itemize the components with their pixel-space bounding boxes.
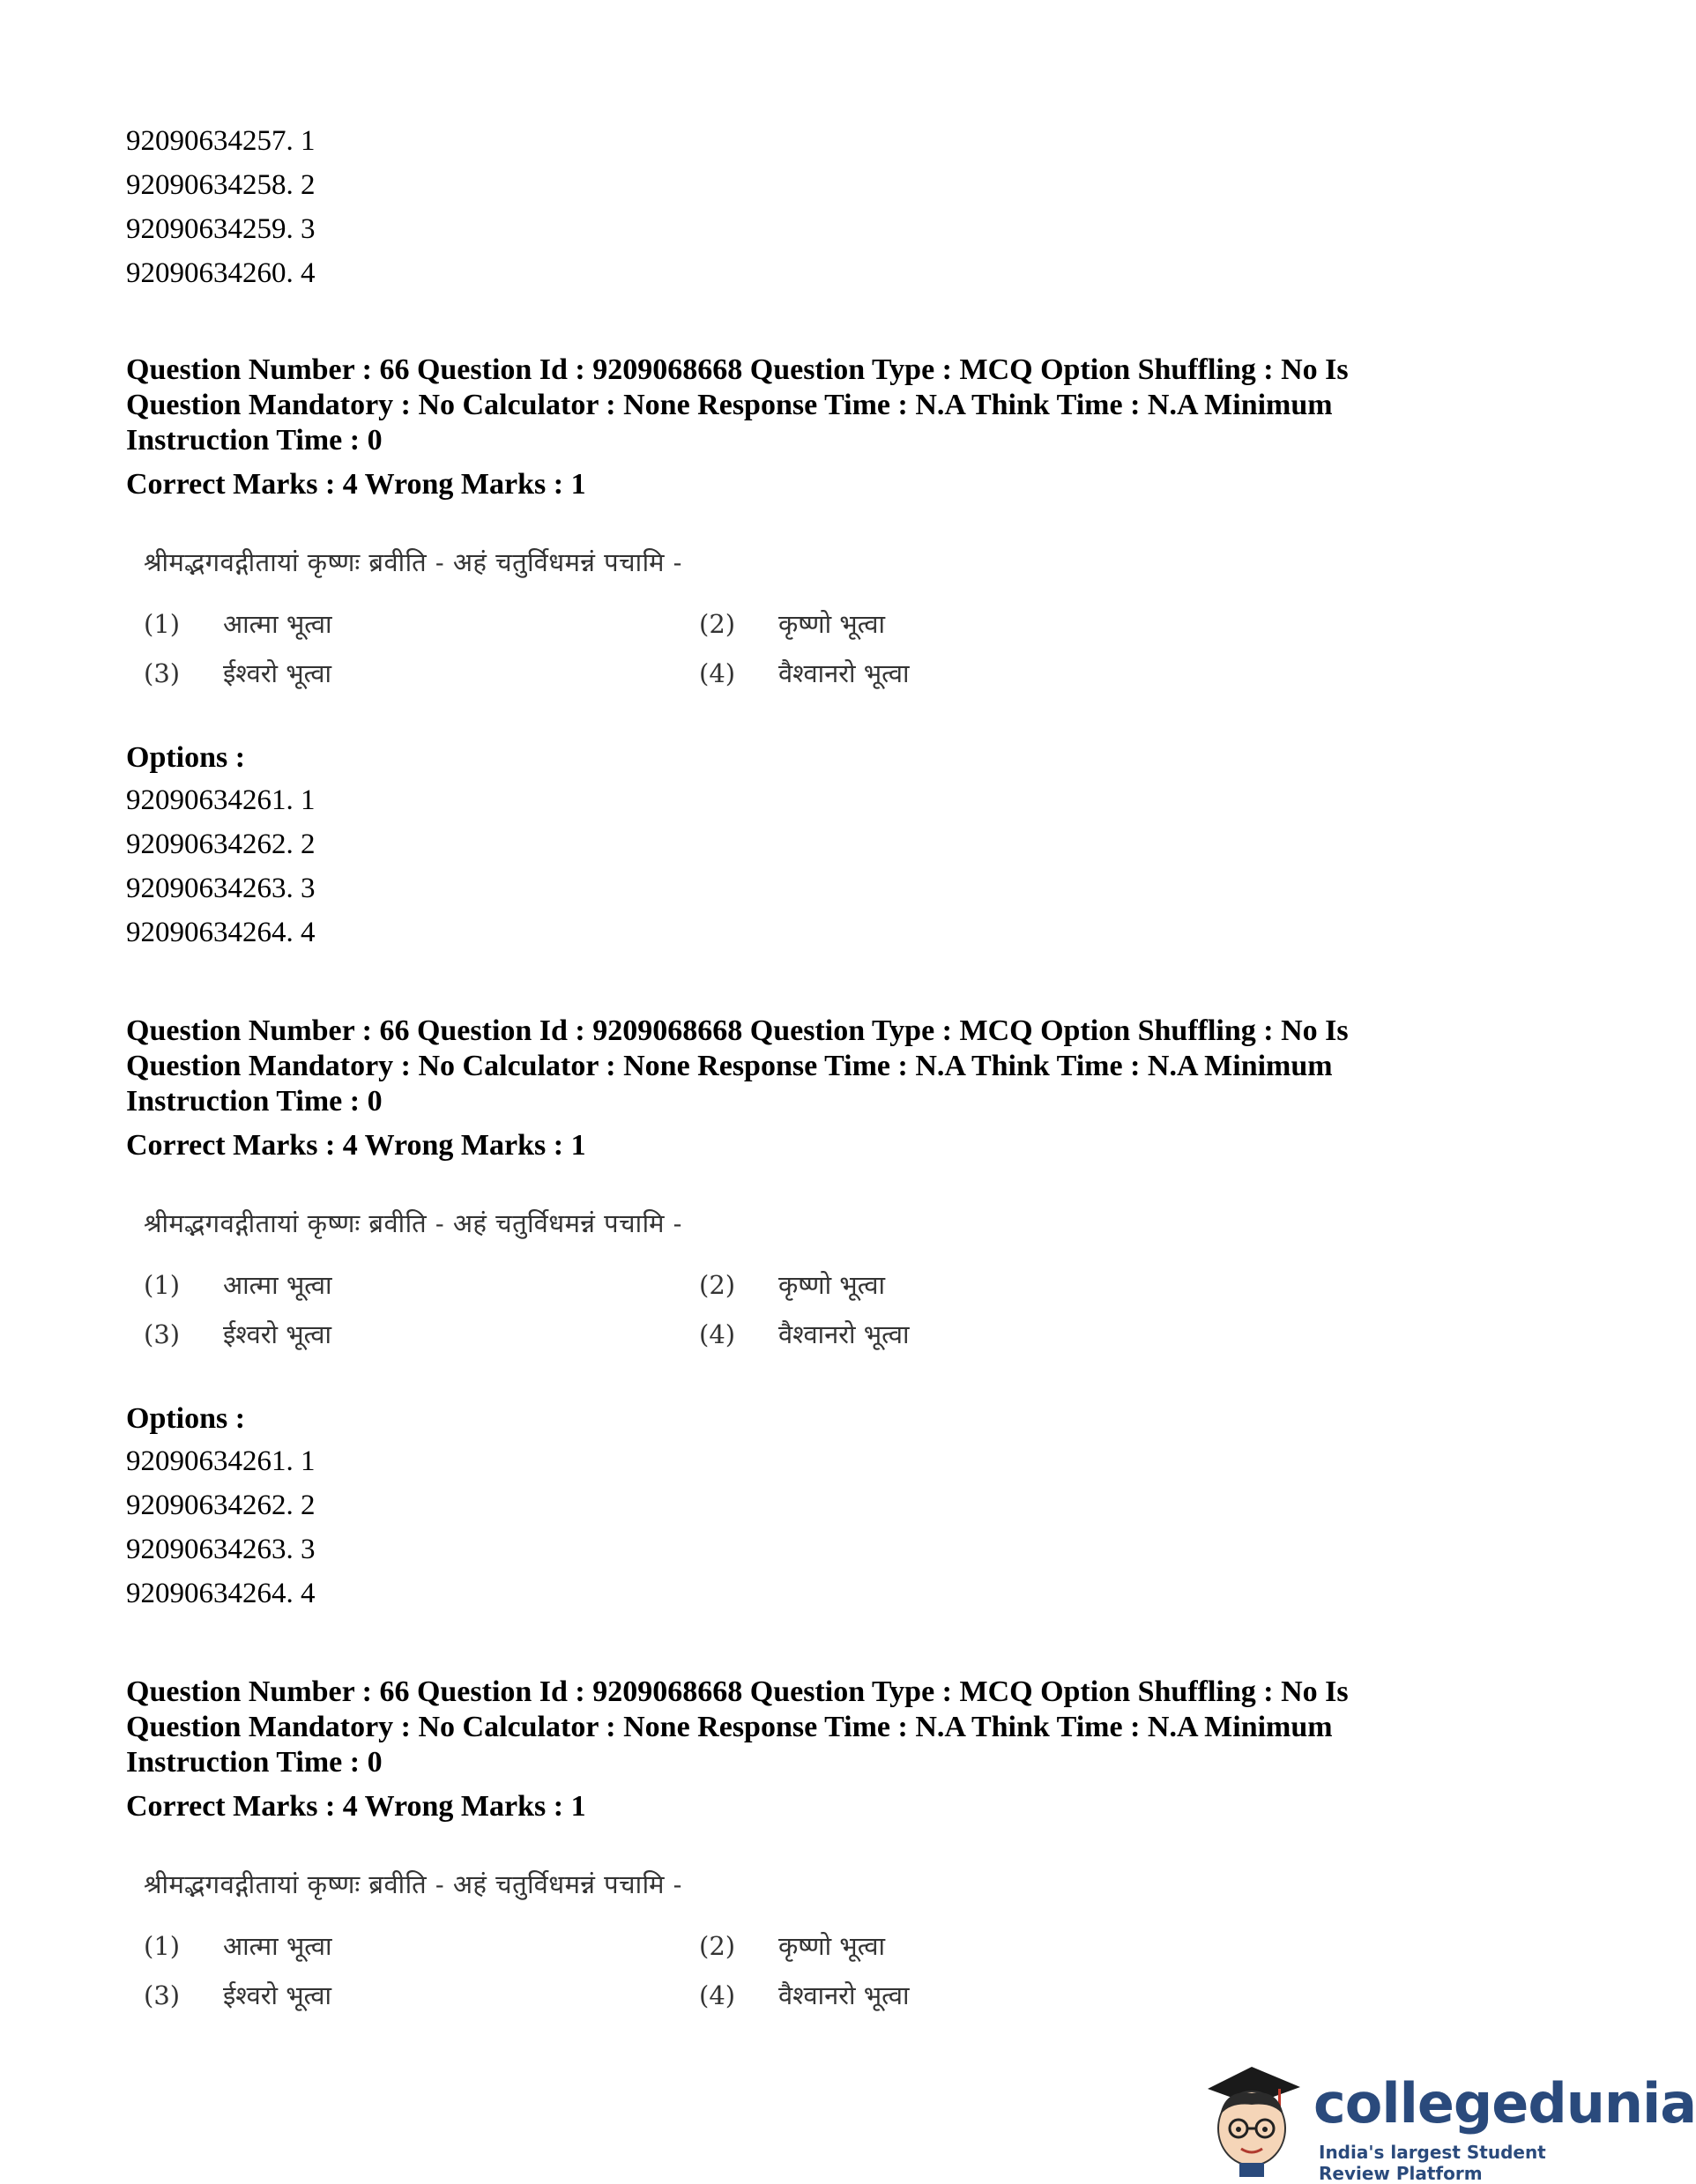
choice-2: (2) कृष्णो भूत्वा <box>699 1931 886 1961</box>
option-line: 92090634257. 1 <box>126 125 316 157</box>
choice-3: (3) ईश्वरो भूत्वा <box>144 1319 331 1349</box>
option-line: 92090634258. 2 <box>126 169 316 201</box>
option-line: 92090634263. 3 <box>126 873 316 904</box>
option-line: 92090634260. 4 <box>126 257 316 289</box>
question-image <box>126 1206 919 1356</box>
option-line: 92090634263. 3 <box>126 1534 316 1565</box>
question-header-line: Question Number : 66 Question Id : 9209068668 Question Type : MCQ Option Shuffling : No Is <box>126 1014 1349 1047</box>
option-line: 92090634262. 2 <box>126 828 316 860</box>
question-header-line: Question Number : 66 Question Id : 9209068668 Question Type : MCQ Option Shuffling : No Is <box>126 353 1349 386</box>
question-header-line: Question Number : 66 Question Id : 9209068668 Question Type : MCQ Option Shuffling : No Is <box>126 1675 1349 1708</box>
option-line: 92090634262. 2 <box>126 1489 316 1521</box>
options-label: Options : <box>126 1402 246 1435</box>
question-stem: श्रीमद्भगवद्गीतायां कृष्णः ब्रवीति - अहं चतुर्विधमन्नं पचामि - <box>144 1869 682 1899</box>
logo-wordmark: collegedunia <box>1313 2071 1696 2136</box>
choice-2: (2) कृष्णो भूत्वा <box>699 609 886 639</box>
choice-1: (1) आत्मा भूत्वा <box>144 1270 332 1300</box>
marks-line: Correct Marks : 4 Wrong Marks : 1 <box>126 468 586 501</box>
option-line: 92090634261. 1 <box>126 784 316 816</box>
choice-1: (1) आत्मा भूत्वा <box>144 1931 332 1961</box>
choice-3: (3) ईश्वरो भूत्वा <box>144 658 331 688</box>
question-image <box>126 545 919 695</box>
choice-1: (1) आत्मा भूत्वा <box>144 609 332 639</box>
question-stem: श्रीमद्भगवद्गीतायां कृष्णः ब्रवीति - अहं चतुर्विधमन्नं पचामि - <box>144 1208 682 1238</box>
question-image <box>126 1867 919 2017</box>
question-header-line: Question Mandatory : No Calculator : None Response Time : N.A Think Time : N.A Minimum <box>126 1050 1333 1082</box>
mascot-icon <box>1190 2054 1313 2177</box>
choice-4: (4) वैश्वानरो भूत्वा <box>699 1980 910 2010</box>
question-stem: श्रीमद्भगवद्गीतायां कृष्णः ब्रवीति - अहं चतुर्विधमन्नं पचामि - <box>144 547 682 577</box>
question-header-line: Question Mandatory : No Calculator : None Response Time : N.A Think Time : N.A Minimum <box>126 1711 1333 1743</box>
choice-3: (3) ईश्वरो भूत्वा <box>144 1980 331 2010</box>
question-header-line: Instruction Time : 0 <box>126 424 383 457</box>
choice-4: (4) वैश्वानरो भूत्वा <box>699 658 910 688</box>
question-header-line: Instruction Time : 0 <box>126 1746 383 1779</box>
option-line: 92090634259. 3 <box>126 213 316 245</box>
option-line: 92090634264. 4 <box>126 917 316 948</box>
collegedunia-logo[interactable] <box>1190 2054 1696 2184</box>
logo-tagline: India's largest Student Review Platform <box>1319 2142 1546 2184</box>
marks-line: Correct Marks : 4 Wrong Marks : 1 <box>126 1790 586 1823</box>
question-header-line: Question Mandatory : No Calculator : None Response Time : N.A Think Time : N.A Minimum <box>126 389 1333 421</box>
option-line: 92090634264. 4 <box>126 1578 316 1609</box>
marks-line: Correct Marks : 4 Wrong Marks : 1 <box>126 1129 586 1162</box>
options-label: Options : <box>126 741 246 774</box>
option-line: 92090634261. 1 <box>126 1445 316 1477</box>
question-header-line: Instruction Time : 0 <box>126 1085 383 1118</box>
choice-4: (4) वैश्वानरो भूत्वा <box>699 1319 910 1349</box>
choice-2: (2) कृष्णो भूत्वा <box>699 1270 886 1300</box>
